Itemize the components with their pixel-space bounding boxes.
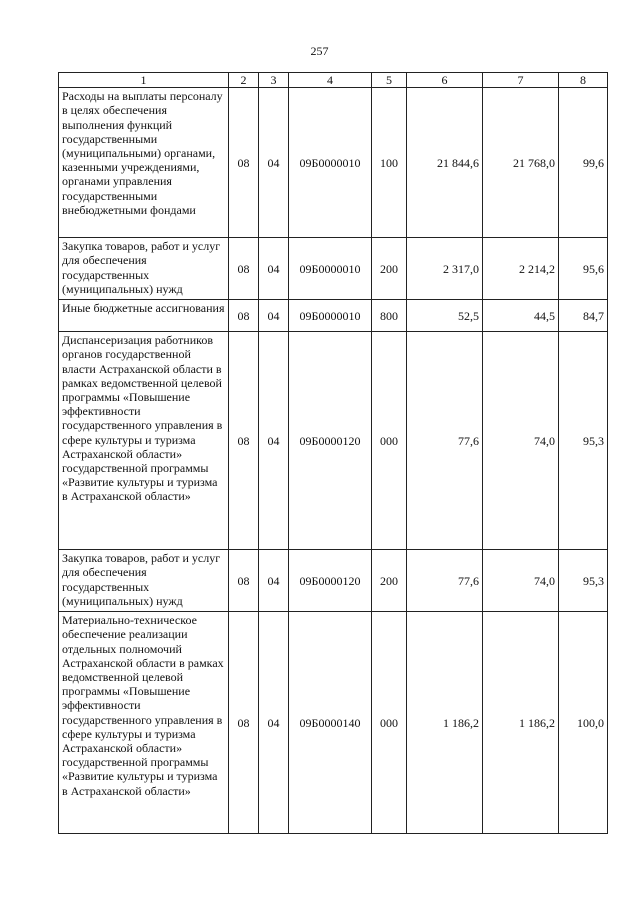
expense-type-code: 000 <box>372 612 407 834</box>
value-col6: 77,6 <box>407 332 483 550</box>
value-col7: 21 768,0 <box>483 88 559 238</box>
table-row <box>59 238 608 300</box>
value-col8: 95,6 <box>559 238 608 300</box>
table-row <box>59 612 608 834</box>
table-row <box>59 332 608 550</box>
row-name: Материально-техническое обеспечение реализации отдельных полномочий Астраханской области в рамках ведомственной целевой программы «Повышение эффективности государственного управления в сфере культуры и туризма Астраханской области» государственной программы «Развитие культуры и туризма в Астраханской области» <box>59 612 229 834</box>
expense-type-code: 100 <box>372 88 407 238</box>
target-article-code: 09Б0000010 <box>289 238 372 300</box>
expense-type-code: 800 <box>372 300 407 332</box>
value-col8: 95,3 <box>559 332 608 550</box>
expense-type-code: 000 <box>372 332 407 550</box>
value-col8: 100,0 <box>559 612 608 834</box>
budget-table <box>58 72 608 834</box>
value-col6: 1 186,2 <box>407 612 483 834</box>
subsection-code: 04 <box>259 612 289 834</box>
section-code: 08 <box>229 238 259 300</box>
value-col7: 74,0 <box>483 332 559 550</box>
table-row <box>59 300 608 332</box>
value-col7: 44,5 <box>483 300 559 332</box>
value-col6: 52,5 <box>407 300 483 332</box>
subsection-code: 04 <box>259 550 289 612</box>
column-header: 6 <box>407 73 483 88</box>
target-article-code: 09Б0000010 <box>289 300 372 332</box>
section-code: 08 <box>229 612 259 834</box>
value-col6: 77,6 <box>407 550 483 612</box>
value-col6: 21 844,6 <box>407 88 483 238</box>
row-name: Расходы на выплаты персоналу в целях обеспечения выполнения функций государственными (муниципальными) органами, казенными учреждениями, органами управления государственными внебюджетными фондами <box>59 88 229 238</box>
row-name: Закупка товаров, работ и услуг для обеспечения государственных (муниципальных) нужд <box>59 238 229 300</box>
target-article-code: 09Б0000140 <box>289 612 372 834</box>
subsection-code: 04 <box>259 88 289 238</box>
column-header: 3 <box>259 73 289 88</box>
value-col8: 99,6 <box>559 88 608 238</box>
expense-type-code: 200 <box>372 550 407 612</box>
column-header: 1 <box>59 73 229 88</box>
header-row <box>59 73 608 88</box>
column-header: 8 <box>559 73 608 88</box>
value-col7: 74,0 <box>483 550 559 612</box>
column-header: 5 <box>372 73 407 88</box>
column-header: 7 <box>483 73 559 88</box>
column-header: 4 <box>289 73 372 88</box>
table-row <box>59 88 608 238</box>
value-col7: 2 214,2 <box>483 238 559 300</box>
table-row <box>59 550 608 612</box>
value-col7: 1 186,2 <box>483 612 559 834</box>
value-col8: 95,3 <box>559 550 608 612</box>
row-name: Иные бюджетные ассигнования <box>59 300 229 332</box>
subsection-code: 04 <box>259 238 289 300</box>
row-name: Диспансеризация работников органов государственной власти Астраханской области в рамках ведомственной целевой программы «Повышение эффективности государственного управления в сфере культуры и туризма Астраханской области» государственной программы «Развитие культуры и туризма в Астраханской области» <box>59 332 229 550</box>
value-col8: 84,7 <box>559 300 608 332</box>
section-code: 08 <box>229 300 259 332</box>
target-article-code: 09Б0000120 <box>289 550 372 612</box>
subsection-code: 04 <box>259 300 289 332</box>
target-article-code: 09Б0000120 <box>289 332 372 550</box>
target-article-code: 09Б0000010 <box>289 88 372 238</box>
subsection-code: 04 <box>259 332 289 550</box>
section-code: 08 <box>229 88 259 238</box>
page-number: 257 <box>310 44 329 58</box>
value-col6: 2 317,0 <box>407 238 483 300</box>
section-code: 08 <box>229 332 259 550</box>
row-name: Закупка товаров, работ и услуг для обеспечения государственных (муниципальных) нужд <box>59 550 229 612</box>
expense-type-code: 200 <box>372 238 407 300</box>
section-code: 08 <box>229 550 259 612</box>
column-header: 2 <box>229 73 259 88</box>
